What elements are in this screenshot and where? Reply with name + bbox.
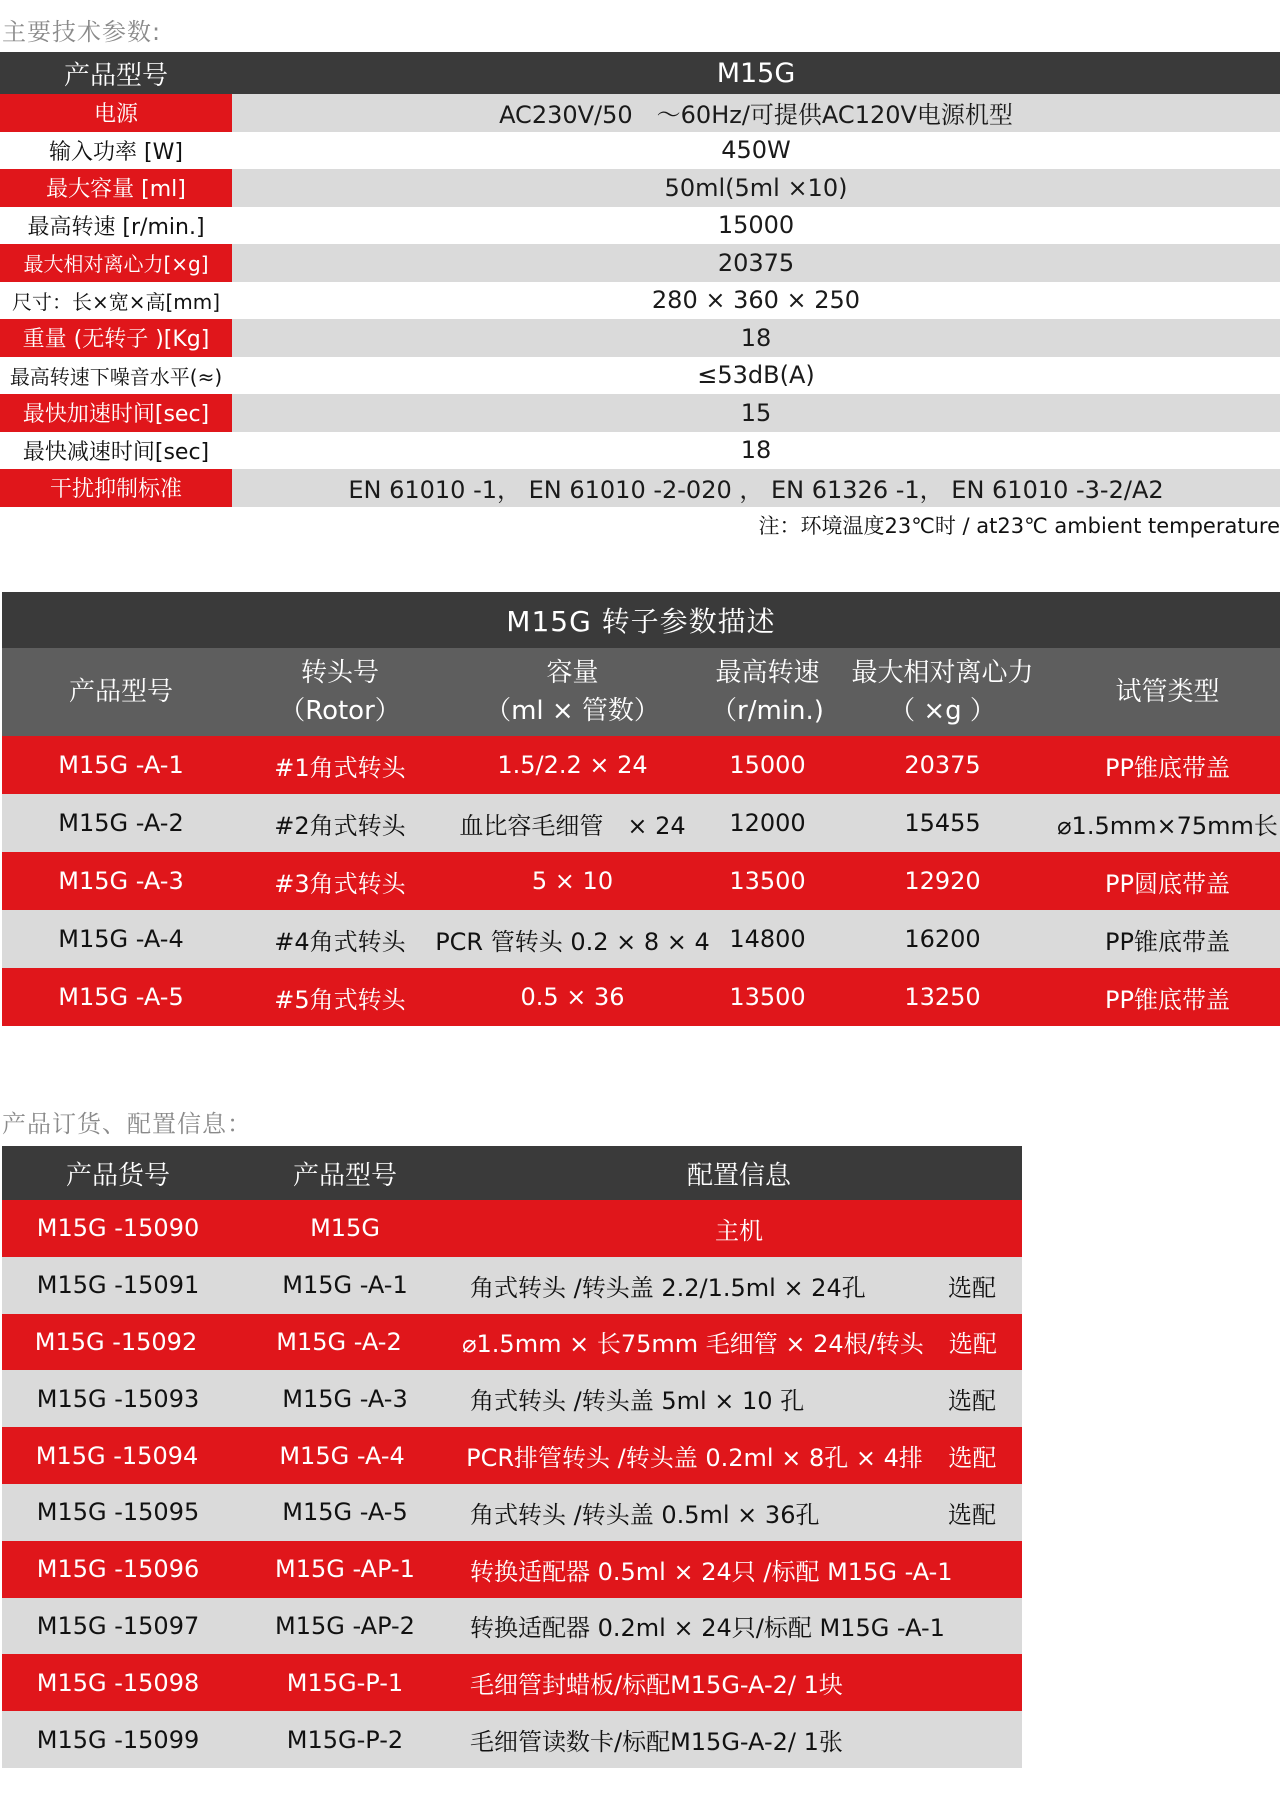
table-row: [0, 207, 1280, 245]
cell-rotor: #3角式转头: [274, 869, 406, 898]
cell-rcf: 16200: [904, 925, 981, 953]
param-label: 电源: [0, 94, 232, 132]
param-value: EN 61010 -1， EN 61010 -2-020 ， EN 61326 -1， EN 61010 -3-2/A2: [232, 469, 1280, 507]
col-capacity-line1: 容量: [546, 658, 599, 688]
cell-model: M15G: [310, 1214, 380, 1243]
col-capacity-line2: （ml × 管数）: [485, 696, 660, 726]
table-row: [2, 852, 1280, 910]
param-label: 最高转速下噪音水平(≈): [0, 357, 232, 395]
cell-optional: 选配: [948, 1387, 996, 1416]
param-label: 最快加速时间[sec]: [0, 394, 232, 432]
col-rotor: [240, 648, 440, 736]
cell-config: 角式转头 /转头盖 5ml × 10 孔: [470, 1387, 805, 1416]
cell-speed: 13500: [729, 983, 806, 1011]
table-row: [0, 282, 1280, 320]
cell-rcf: 15455: [904, 809, 981, 837]
cell-rcf: 12920: [904, 867, 981, 895]
cell-config: 角式转头 /转头盖 0.5ml × 36孔: [470, 1500, 820, 1529]
cell-item-no: M15G -15094: [35, 1441, 199, 1470]
cell-config: 转换适配器 0.2ml × 24只/标配 M15G -A-1: [470, 1614, 945, 1643]
cell-tube: PP锥底带盖: [1105, 927, 1230, 956]
cell-model: M15G -A-3: [282, 1384, 408, 1413]
param-label: 最高转速 [r/min.]: [0, 207, 232, 245]
cell-item-no: M15G -15097: [36, 1611, 200, 1640]
cell-tube: PP圆底带盖: [1105, 869, 1230, 898]
cell-item-no: M15G -15095: [36, 1498, 200, 1527]
cell-model: M15G -A-2: [58, 809, 184, 837]
table-row: [2, 1370, 1022, 1427]
cell-rotor: #4角式转头: [274, 927, 406, 956]
ordering-table-header: [2, 1146, 1022, 1200]
cell-model: M15G-P-2: [286, 1725, 404, 1754]
table-row: [2, 910, 1280, 968]
table-row: [2, 794, 1280, 852]
cell-speed: 14800: [729, 925, 806, 953]
cell-model: M15G -A-1: [58, 751, 184, 779]
cell-model: M15G -A-5: [282, 1498, 408, 1527]
cell-optional: 选配: [948, 1330, 997, 1359]
section3-title: 产品订货、配置信息：: [2, 1110, 252, 1138]
cell-model: M15G -AP-2: [275, 1611, 415, 1640]
cell-model: M15G -A-3: [58, 867, 184, 895]
col-config: 配置信息: [686, 1160, 791, 1191]
param-value: 280 × 360 × 250: [232, 282, 1280, 320]
table-row: [0, 132, 1280, 170]
header-value: M15G: [716, 57, 796, 89]
cell-rotor: #5角式转头: [274, 985, 406, 1014]
table-row: [0, 357, 1280, 395]
cell-capacity: 1.5/2.2 × 24: [497, 751, 648, 779]
col-item-no: 产品货号: [65, 1160, 170, 1191]
table-row: [2, 968, 1280, 1026]
cell-model: M15G-P-1: [286, 1668, 404, 1697]
header-label: 产品型号: [63, 60, 168, 91]
cell-tube: PP锥底带盖: [1105, 985, 1230, 1014]
section1-title: 主要技术参数:: [2, 18, 162, 46]
param-label: 最大相对离心力[×g]: [0, 244, 232, 282]
cell-config: 主机: [715, 1216, 763, 1245]
table-row: [2, 1314, 1022, 1371]
cell-model: M15G -A-5: [58, 983, 184, 1011]
col-capacity: [440, 648, 705, 736]
col-tube: 试管类型: [1115, 677, 1220, 707]
cell-model: M15G -A-1: [282, 1271, 408, 1300]
col-rotor-line1: 转头号: [300, 658, 379, 688]
cell-item-no: M15G -15092: [34, 1327, 198, 1356]
tech-params-header: [0, 52, 1280, 94]
cell-config: 角式转头 /转头盖 2.2/1.5ml × 24孔: [470, 1273, 866, 1302]
col-speed: [705, 648, 830, 736]
cell-optional: 选配: [948, 1273, 996, 1302]
cell-config: 转换适配器 0.5ml × 24只 /标配 M15G -A-1: [470, 1557, 953, 1586]
cell-optional: 选配: [948, 1444, 997, 1473]
param-value: 20375: [232, 244, 1280, 282]
param-label: 重量 (无转子 )[Kg]: [0, 319, 232, 357]
cell-tube: PP锥底带盖: [1105, 753, 1230, 782]
cell-speed: 12000: [729, 809, 806, 837]
col-rcf-line2: （ ×g ）: [889, 696, 996, 726]
col-model: 产品型号: [68, 677, 173, 707]
cell-item-no: M15G -15098: [36, 1668, 200, 1697]
param-value: 18: [232, 319, 1280, 357]
table-row: [2, 1257, 1022, 1314]
col-model: 产品型号: [292, 1160, 397, 1191]
rotor-table-header: [2, 648, 1280, 736]
table-row: [2, 1711, 1022, 1768]
param-value: ≤53dB(A): [232, 357, 1280, 395]
table-row: [2, 1484, 1022, 1541]
table-row: [0, 469, 1280, 507]
cell-rcf: 20375: [904, 751, 981, 779]
table-row: [2, 1541, 1022, 1598]
table-row: [2, 1654, 1022, 1711]
cell-optional: 选配: [948, 1500, 996, 1529]
cell-item-no: M15G -15096: [36, 1555, 200, 1584]
cell-rcf: 13250: [904, 983, 981, 1011]
cell-capacity: 5 × 10: [531, 867, 614, 895]
table-row: [0, 244, 1280, 282]
table-row: [0, 94, 1280, 132]
cell-config: ⌀1.5mm × 长75mm 毛细管 × 24根/转头: [462, 1330, 924, 1359]
cell-config: 毛细管封蜡板/标配M15G-A-2/ 1块: [470, 1671, 843, 1700]
ordering-table: [2, 1146, 1022, 1768]
table-row: [0, 169, 1280, 207]
param-label: 干扰抑制标准: [0, 469, 232, 507]
col-rcf-line1: 最大相对离心力: [851, 658, 1034, 688]
param-value: 50ml(5ml ×10): [232, 169, 1280, 207]
cell-capacity: PCR 管转头 0.2 × 8 × 4: [435, 927, 710, 956]
param-value: 18: [232, 432, 1280, 470]
rotor-params-table: [2, 592, 1280, 1026]
cell-model: M15G -AP-1: [275, 1555, 415, 1584]
param-label: 尺寸：长×宽×高[mm]: [0, 282, 232, 320]
col-rcf: [830, 648, 1055, 736]
param-value: 15000: [232, 207, 1280, 245]
table-row: [2, 1427, 1022, 1484]
cell-speed: 13500: [729, 867, 806, 895]
col-speed-line2: （r/min.): [711, 696, 824, 726]
cell-item-no: M15G -15093: [36, 1384, 200, 1413]
cell-rotor: #2角式转头: [274, 811, 406, 840]
cell-model: M15G -A-4: [279, 1441, 405, 1470]
table-row: [2, 1200, 1022, 1257]
cell-speed: 15000: [729, 751, 806, 779]
table-row: [2, 1598, 1022, 1655]
param-label: 输入功率 [W]: [0, 132, 232, 170]
col-speed-line1: 最高转速: [715, 658, 820, 688]
param-label: 最快减速时间[sec]: [0, 432, 232, 470]
cell-model: M15G -A-2: [276, 1327, 402, 1356]
table-row: [0, 432, 1280, 470]
cell-model: M15G -A-4: [58, 925, 184, 953]
cell-config: PCR排管转头 /转头盖 0.2ml × 8孔 × 4排: [466, 1444, 923, 1473]
table-row: [0, 394, 1280, 432]
cell-item-no: M15G -15090: [36, 1214, 200, 1243]
cell-rotor: #1角式转头: [274, 753, 406, 782]
cell-capacity: 0.5 × 36: [520, 983, 625, 1011]
param-value: 450W: [232, 132, 1280, 170]
col-rotor-line2: （Rotor）: [279, 696, 401, 726]
param-value: AC230V/50 ～60Hz/可提供AC120V电源机型: [232, 94, 1280, 132]
table-row: [0, 319, 1280, 357]
param-value: 15: [232, 394, 1280, 432]
cell-item-no: M15G -15099: [36, 1725, 200, 1754]
cell-tube: ⌀1.5mm×75mm长: [1057, 811, 1278, 840]
cell-capacity: 血比容毛细管 × 24: [459, 811, 686, 840]
tech-params-table: [0, 52, 1280, 507]
table-row: [2, 736, 1280, 794]
cell-config: 毛细管读数卡/标配M15G-A-2/ 1张: [470, 1728, 843, 1757]
rotor-table-title: M15G 转子参数描述: [2, 592, 1280, 648]
ambient-note: 注：环境温度23℃时 / at23℃ ambient temperature: [758, 514, 1280, 538]
cell-item-no: M15G -15091: [36, 1271, 200, 1300]
param-label: 最大容量 [ml]: [0, 169, 232, 207]
